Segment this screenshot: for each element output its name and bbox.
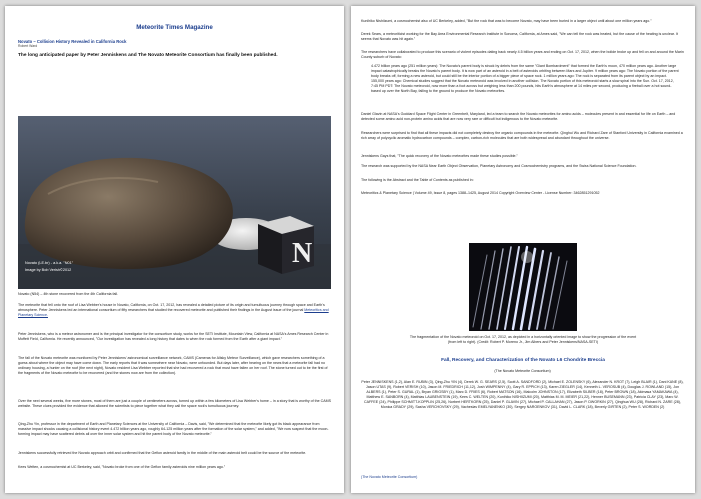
paragraph-1-text: The meteorite that fell onto the roof of Lisa Webber's house in Novato, California, on Oct. 17, 2012, has revealed a detailed picture of its origin and tumultuous journey through space and Earth's atmosphere. Peter Jenniskens led an international consortium of fifty researchers that studied the recovered meteorite and published their findings in the August issue of the journal: [18, 303, 325, 312]
article-byline: Robert Ward: [18, 44, 38, 48]
bottom-consortium-link[interactable]: (The Novato Meteorite Consortium): [361, 475, 418, 479]
photo-caption-title: Novato (LE.br) - a.k.a. "N01": [25, 261, 74, 265]
right-paragraph-4: Daniel Glavin at NASA's Goddard Space Flight Center in Greenbelt, Maryland, led a team to search the Novato meteorites for amino acids – molecules present in and essential for life on Earth – and detected some amino acid non-protein amino acids that are now very rare or difficult but indigenous to the Novato meteorite.: [361, 112, 676, 121]
paragraph-7: Kees Welten, a cosmochemist at UC Berkeley, said, "Novato broke from one of the Gefion family asteroids nine million years ago.": [18, 465, 226, 469]
right-paragraph-6: Jenniskens Gays that, "The quick recovery of the Novato meteorites made these studies possible.": [361, 154, 518, 158]
paragraph-4: Over the next several weeks, five more stones, most of them are just a couple of centimeters across, turned up within a few kilometers of Lisa Webber's home – in a story that is worthy of the CAMS website. These clues provided the evidence that allowed the scientists to piece together what they call the space rock's tumultuous journey.: [18, 399, 331, 408]
left-page: [5, 6, 344, 493]
scale-cube: [258, 216, 314, 274]
magazine-title: Meteorite Times Magazine: [136, 24, 213, 31]
right-paragraph-7: The research was supported by the NASA Near Earth Object Observation, Planetary Astronomy and Cosmochemistry programs, and the Swiss National Science Foundation.: [361, 164, 637, 168]
paragraph-6: Jenniskens successfully retrieved the Novato approach orbit and confirmed that the Gefion asteroid family in the middle of the main asteroid belt could be the source of the meteorite.: [18, 451, 307, 455]
paragraph-1: [18, 303, 331, 329]
right-paragraph-5: Researchers were surprised to find that all these impacts did not completely destroy the organic compounds in the meteorite. Qinghui Wu and Richard Zare of Stanford University in California examined a rich array of polycyclic aromatic hydrocarbon compounds – complex, carbon-rich molecules that are both widespread and abundant throughout the universe.: [361, 131, 683, 140]
paper-title: Fall, Recovery, and Characterization of the Novato L6 Chondrite Breccia: [441, 358, 605, 363]
meteorite-photo: [18, 116, 331, 289]
paragraph-3: The fall of the Novato meteorite was monitored by Peter Jenniskens' astronomical surveillance network, CAMS (Cameras for Allsky Meteor Surveillance), which gave researchers something of a guess about where the object may have come down. The early reports that it was somewhere near Novato, were unfounded. But days later, after hearing on the news that a meteorite fall had no ordinary housing, a hunter on the roof (the next night), Novato resident Lisa Webber reported that she had recovered a rock that must have fallen on her roof. The stone turned out to be the first of the fragments of the Novato meteorite to be recovered (and the stones now are from the collection).: [18, 356, 328, 375]
right-paragraph-3: The researchers have collaborated to produce this scenario of violent episodes dating back nearly 4.5 billion years and ending on Oct. 17, 2012, when the bolide broke up and fell on and around the Marin County suburb of Novato:: [361, 50, 684, 59]
paper-citation: Meteoritics & Planetary Science | Volume 49, Issue 8, pages 1388–1425, August 2014 Copyright Overview Center - License Number: 3462851291052: [361, 191, 600, 195]
figure-caption: The fragmentation of the Novato meteoroid on Oct. 17, 2012, as depicted in a horizontally oriented image to show the progression of the event (from left to right). (Credit: Robert P. Moreno Jr., Jim Albers and Peter Jenniskens/NASA-SETI): [409, 335, 637, 344]
right-paragraph-8: The following is the Abstract and the Table of Contents as published in:: [361, 178, 474, 182]
consortium-link[interactable]: (The Novato Meteorite Consortium): [494, 369, 551, 373]
right-paragraph-2: Derek Sears, a meteoriticist working for the Bay Area Environmental Research Institute in Sonoma, California, at Ames said, "We can tell the rock was heated, but the cause of the heating is unclear. It seems that Novato was hit again.": [361, 32, 678, 41]
photo-caption-credit: Image by Bob Verish©2012: [25, 268, 72, 272]
author-list: Peter JENNISKENS (1,2), Alan E. RUBIN (3), Qing-Zhu YIN (4), Derek W. G. SEARS (2,5), Scott A. SANDFORD (2), Michael E. ZOLENSKY (6), Alexander N. KROT (7), Leigh BLAIR (1), Dani KANE (8), Jason UTAS (9), Robert VERISH (10), Jason M. FRIEDRICH (11,12), Josh WIMPENNY (4), Gary R. EPPICH (13), Karen ZIEGLER (14), Kenneth L. VEROSUB (4), Douglas J. ROWLAND (15), Jon ALBERS (1), Peter S. GURAL (1), Bryan GRIGSBY (1), Marc D. FRIES (6), Robert MATSON (16), Malcolm JOHNSTON (17), Elizabeth SILBER (18), Peter BROWN (18), Akimasa YAMAKAWA (4), Matthew E. SANBORN (4), Matthias LAUBENSTEIN (19), Kees C. WELTEN (20), Kunihiko NISHIIZUMI (20), Matthias M. M. MEIER (21,22), Henner BUSEMANN (23), Patricia CLAY (23), Marc W. CAFFEE (24), Philippe SCHMITT-KOPPLIN (25,26), Norbert HERTKORN (25), Daniel P. GLAVIN (27), Michael P. CALLAHAN (27), Jason P. DWORKIN (27), Qinghua WU (28), Richard N. ZARE (28), Monica GRADY (29), Sasha VERCHOVSKY (29), Vacheslav EMELYANENKO (30), Sergey NAROENKOV (31), David L. CLARK (18), Beverly GIRTEN (2), Peter S. WORDEN (2): [361, 380, 684, 409]
right-paragraph-1: Kunihiko Nishiizumi, a cosmochemist also of UC Berkeley, added, "But the rock that was to become Novato, may have been buried in a larger object until about one million years ago.": [361, 19, 652, 23]
journal-link[interactable]: Meteoritics and Planetary Science.: [18, 307, 329, 317]
timeline-quote: 4.472 billion years ago (251 million years): The Novato's parent body is struck by debris from the same "Giant Bombardment" that formed the Earth's moon, 470 million years ago. Another large impact catastrophically breaks the Novato's parent body. It is now part of an asteroid in a belt of asteroids orbiting between Mars and Jupiter. 9 million years ago: The Novato portion of the parent body breaks off, forming a new asteroid, but could still be the interior portion of a bigger piece of space rock. 1 million years ago: The rock is separated from its parent object by an impact. 155,000 years ago: Chemical studies suggest that the Novato meteoroid was involved in another collision. The Novato portion of this meteoroid starts a slow spiral into the Sun. Oct. 17, 2012, 7:45 PM PDT: The Novato meteoroid, now more than a foot across but weighing less than 200 pounds, hits Earth's atmosphere at 14 miles per second, producing a fireball over a hot sound-based up over the North Bay, falling to the ground to produce the Novato meteorites.: [371, 64, 679, 93]
article-headline[interactable]: Novato – Collision History Revealed in California Rock: [18, 39, 127, 44]
fireball-figure: [469, 243, 577, 331]
paragraph-2: Peter Jenniskens, who is a meteor astronomer and is the principal investigator for the consortium study, works for the SETI Institute, Mountain View, California at NASA's Ames Research Center in Moffett Field, California. He recently announced, "Our investigation has revealed a long history that dates to when the rock formed from the Earth after a giant impact.": [18, 332, 329, 341]
photo-note: Novato (N54) – 4th stone recovered from the 4th California fall.: [18, 292, 119, 296]
right-page: [351, 6, 695, 493]
paragraph-5: Qing-Zhu Yin, professor in the department of Earth and Planetary Sciences at the University of California – Davis, said, "We determined that the meteorite likely got its black appearance from massive impact shocks causing a collisional history event 4.472 billion years ago, roughly 64-125 million years after the formation of the solar system," and added, "We now suspect that the moon-forming impact may have scattered debris all over the inner solar system and hit the parent body of the Novato meteorite.": [18, 422, 329, 436]
fireball-figure-art: [469, 243, 577, 331]
cube-letter: N: [292, 238, 313, 269]
article-intro: The long anticipated paper by Peter Jenniskens and The Novato Meteorite Consortium has finally been published.: [18, 53, 278, 58]
meteorite-rock-shape: [25, 158, 233, 269]
